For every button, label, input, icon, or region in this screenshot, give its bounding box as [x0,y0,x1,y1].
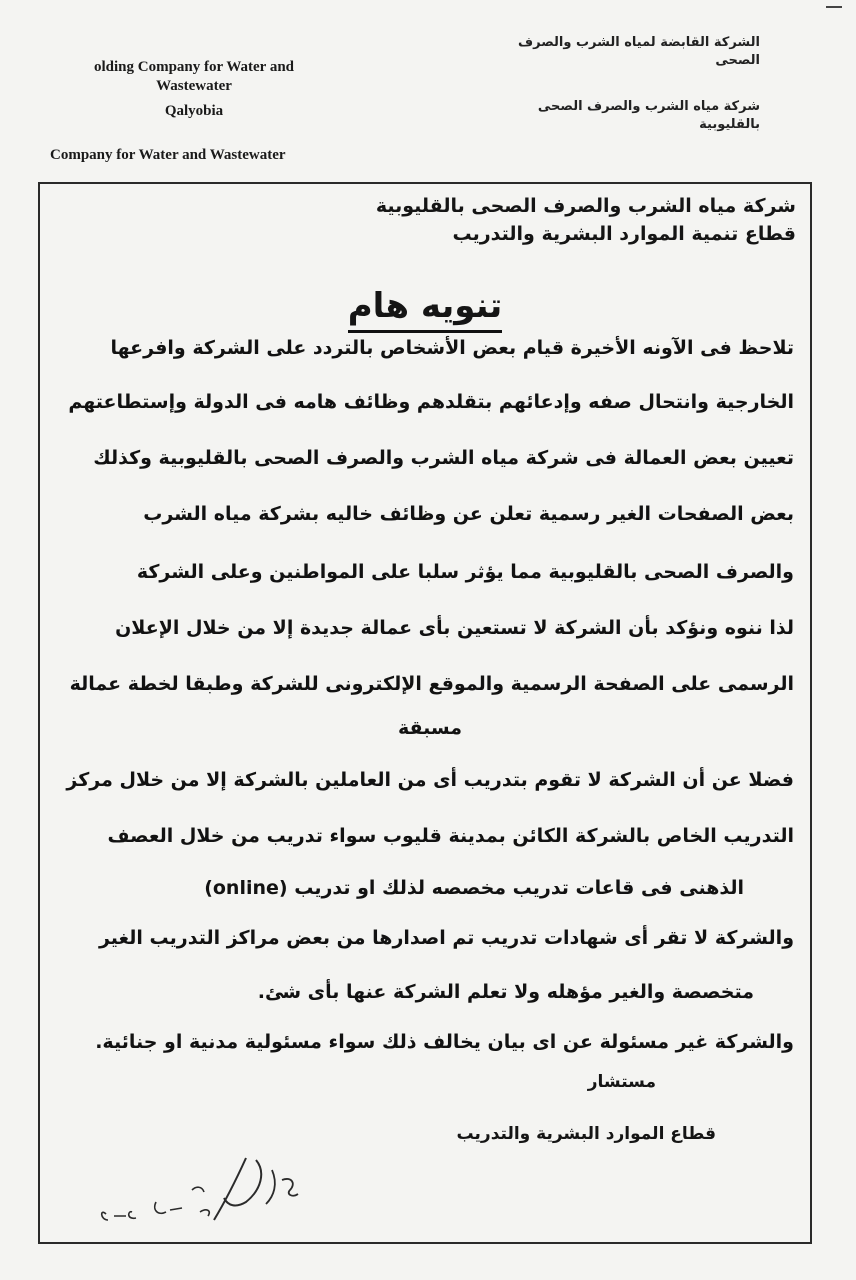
sender-block [76,192,796,248]
corner-mark [826,0,842,8]
notice-line: بعض الصفحات الغير رسمية تعلن عن وظائف خاليه بشركة مياه الشرب [143,503,794,525]
company-name: شركة مياه الشرب والصرف الصحى بالقليوبية [375,195,796,217]
signatory-title: مستشار [587,1072,656,1092]
department-name: قطاع تنمية الموارد البشرية والتدريب [452,223,796,245]
notice-line: والشركة لا تقر أى شهادات تدريب تم اصدارها من بعض مراكز التدريب الغير [98,927,794,949]
notice-line: التدريب الخاص بالشركة الكائن بمدينة قليوب سواء تدريب من خلال العصف [107,825,794,847]
notice-line: والشركة غير مسئولة عن اى بيان يخالف ذلك سواء مسئولية مدنية او جنائية. [95,1031,794,1053]
notice-line: والصرف الصحى بالقليوبية مما يؤثر سلبا على المواطنين وعلى الشركة [136,561,794,583]
letterhead-en-line-4: Company for Water and Wastewater [50,147,286,163]
notice-title-text: تنويه هام [348,286,502,333]
signatory-department: قطاع الموارد البشرية والتدريب [456,1124,716,1144]
letterhead-arabic [500,34,760,134]
notice-line: متخصصة والغير مؤهله ولا تعلم الشركة عنها بأى شئ. [257,981,754,1003]
letterhead-en-line-1: olding Company for Water and [93,59,295,75]
letterhead-ar-line-2: شركة مياه الشرب والصرف الصحى بالقليوبية [537,99,760,132]
notice-line: مسبقة [397,717,463,739]
notice-line: فضلا عن أن الشركة لا تقوم بتدريب أى من العاملين بالشركة إلا من خلال مركز [66,769,794,791]
notice-line: الرسمى على الصفحة الرسمية والموقع الإلكترونى للشركة وطبقا لخطة عمالة [69,673,794,695]
letterhead-english [44,58,344,163]
handwritten-signature [96,1150,396,1230]
notice-line: الذهنى فى قاعات تدريب مخصصه لذلك او تدريب (online) [204,877,744,899]
notice-line: الخارجية وانتحال صفه وإدعائهم بتقلدهم وظائف هامه فى الدولة وإستطاعتهم [68,391,794,413]
letterhead-en-line-3: Qalyobia [164,103,224,119]
notice-title [300,284,550,328]
letterhead-en-line-2: Wastewater [156,78,232,94]
notice-line: تعيين بعض العمالة فى شركة مياه الشرب والصرف الصحى بالقليوبية وكذلك [93,447,794,469]
notice-line: تلاحظ فى الآونه الأخيرة قيام بعض الأشخاص بالتردد على الشركة وافرعها [110,337,794,359]
letterhead-ar-line-1: الشركة القابضة لمياه الشرب والصرف الصحى [518,35,760,68]
notice-line: لذا ننوه ونؤكد بأن الشركة لا تستعين بأى عمالة جديدة إلا من خلال الإعلان [115,617,794,639]
